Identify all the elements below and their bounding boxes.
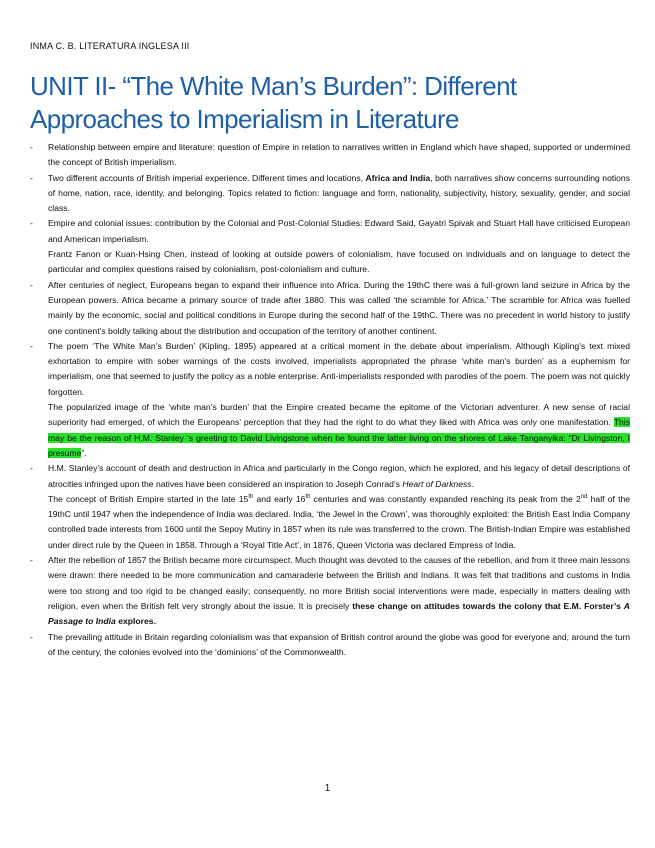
list-item — [30, 461, 630, 553]
paragraph-text: The concept of British Empire started in the late 15 — [48, 493, 249, 504]
list-item — [30, 339, 630, 461]
list-item — [30, 216, 630, 277]
item-text: Relationship between empire and literature: question of Empire in relation to narratives written in England which have shaped, supported or undermined the concept of British imperialism. — [48, 142, 630, 168]
page-title: UNIT II- “The White Man’s Burden”: Different Approaches to Imperialism in Literature — [30, 71, 517, 134]
page-number: 1 — [324, 783, 331, 794]
running-header: INMA C. B. LITERATURA INGLESA III — [30, 41, 190, 51]
item-paragraph — [48, 492, 630, 553]
item-text: The poem ‘The White Man’s Burden’ (Kipling, 1895) appeared at a critical moment in the debate about imperialism. Although Kipling’s text mixed exhortation to empire with sober warnings of the costs involved, imperialists appropriated the phrase ‘white man’s burden’ as a euphemism for imperialism, one that seemed to justify the policy as a noble enterprise. Anti-imperialists responded with parodies of the poem. The poem was not quickly forgotten. — [48, 340, 630, 397]
item-text: H.M. Stanley’s account of death and destruction in Africa and particularly in the Congo region, which he explored, and his legacy of detail descriptions of atrocities infringed upon the natives have been considered an inspiration to Joseph Conrad’s — [48, 463, 630, 489]
italic-title: A Passage to India — [48, 600, 630, 627]
item-text: . — [471, 478, 474, 489]
list-item — [30, 171, 630, 217]
bullet-dash: - — [30, 172, 33, 183]
list-item — [30, 278, 630, 339]
document-body — [30, 140, 630, 660]
list-item — [30, 630, 630, 661]
item-text: Two different accounts of British imperial experience. Different times and locations, — [48, 172, 366, 183]
bold-text: explores. — [115, 616, 156, 627]
paragraph-text: and early 16 — [253, 493, 306, 504]
item-text: The prevailing attitude in Britain regarding colonialism was that expansion of British control around the globe was good for everyone and, around the turn of the century, the colonies evolved into the ‘dominions’ of the Commonwealth. — [48, 631, 630, 657]
superscript: th — [305, 493, 311, 500]
paragraph-text: centuries and was constantly expanded reaching its peak from the 2 — [310, 493, 581, 504]
bullet-dash: - — [30, 142, 33, 152]
paragraph-text: half of the 19thC until 1947 when the independence of India was declared. India, ‘the Jewel in the Crown’, was thoroughly exploited: the British East India Company controlled trade interests from 1600 until the Sepoy Mutiny in 1857 when its rule was transferred to the crown. The British-Indian Empire was established under direct rule by the Queen in 1858. Through a ‘Royal Title Act’, in 1876, Queen Victoria was declared Empress of India. — [48, 493, 631, 550]
list-item — [30, 553, 630, 629]
bullet-dash: - — [30, 463, 33, 474]
bullet-dash: - — [30, 279, 33, 290]
item-text: After centuries of neglect, Europeans began to expand their influence into Africa. During the 19thC there was a full-grown land seizure in Africa by the European powers. Africa became a primary source of trade after 1880. This was called ‘the scramble for Africa.’ The scramble for Africa was fuelled mainly by the economic, social and political conditions in Europe during the second half of the 19thC. There was no precedent in world history to justify one continent’s boldly talking about the distribution and occupation of the territory of another continent. — [48, 279, 630, 336]
bullet-dash: - — [30, 555, 33, 566]
superscript: nd — [580, 493, 588, 500]
item-paragraph: Frantz Fanon or Kuan-Hsing Chen, instead of looking at outside powers of colonialism, have focused on individuals and on language to detect the particular and complex questions raised by colonialism, post-colonialism and culture. — [48, 249, 630, 275]
item-text: After the rebellion of 1857 the British became more circumspect. Much thought was devoted to the causes of the rebellion, and from it three main lessons were drawn: there needed to be more communication and camaraderie between the British and Indians. It was felt that traditions and customs in India were too strong and too rigid to be changed easily; consequently, no more British social interventions were made, especially in matters dealing with religion, even when the British felt very strongly about the issue. It is precisely — [48, 555, 630, 611]
paragraph-text: The popularized image of the ‘white man’s burden’ that the Empire created became the epitome of the Victorian adventurer. A new sense of racial superiority had emerged, of which the Europeans’ perception that they had the right to do what they liked with Africa was only one manifestation. — [48, 402, 630, 428]
item-text: , both narratives show concerns surrounding notions of home, nation, race, identity, and belonging. Topics related to fiction: language and form, nationality, subjectivity, history, sexuality, gender, and social class. — [48, 172, 631, 214]
italic-title: Heart of Darkness — [402, 478, 472, 489]
list-item — [30, 140, 630, 171]
bullet-dash: - — [30, 631, 33, 642]
paragraph-text: ”. — [81, 447, 87, 458]
item-text: Empire and colonial issues: contribution by the Colonial and Post-Colonial Studies: Edward Said, Gayatri Spivak and Stuart Hall have criticised European and American imperialism. — [48, 218, 630, 244]
superscript: th — [248, 493, 254, 500]
item-paragraph — [48, 400, 630, 461]
bullet-dash: - — [30, 218, 33, 229]
bold-text: Africa and India — [365, 172, 431, 183]
bold-text: these change on attitudes towards the colony that E.M. Forster’s — [352, 600, 624, 611]
highlighted-text: This may be the reason of H.M. Stanley ‘s greeting to David Livingstone when he found the latter living on the shores of Lake Tanganyika: “Dr Livingston, I presume — [48, 417, 630, 458]
bullet-dash: - — [30, 340, 33, 351]
